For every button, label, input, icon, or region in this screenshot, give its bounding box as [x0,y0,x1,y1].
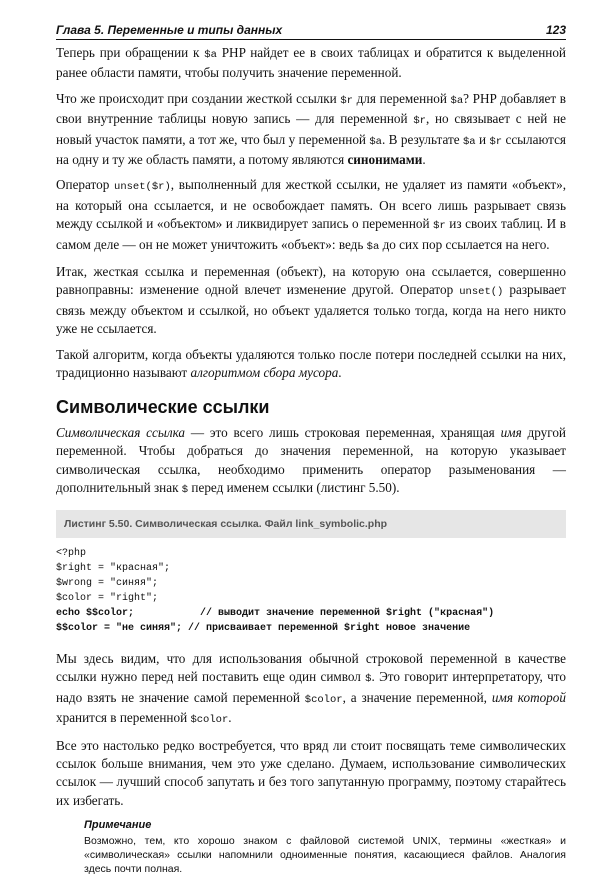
chapter-title: Глава 5. Переменные и типы данных [56,23,283,37]
code-line: $$color = "не синяя"; // присваивает переменной $right новое значение [56,622,471,634]
code-line: echo $$color; // выводит значение переменной $right ("красная") [56,607,495,619]
section-heading: Символические ссылки [56,396,270,417]
paragraph-7: Мы здесь видим, что для использования обычной строковой переменной в качестве ссылки нужно перед ней поставить еще один символ $. Это говорит интерпретатору, что надо взять не значение самой переменной $color, а значение переменной, имя которой хранится в переменной $color. [56,650,566,727]
code-line: <?php [56,547,87,559]
page-body [56,44,566,876]
paragraph-5: Такой алгоритм, когда объекты удаляются только после потери последней ссылки на них, традиционно называют алгоритмом сбора мусора. [56,346,566,381]
paragraph-2: Что же происходит при создании жесткой ссылки $r для переменной $a? PHP добавляет в свои внутренние таблицы новую запись — для переменной $r, но связывает с ней не новый участок памяти, а тот же, что был у переменной $a. В результате $a и $r ссылаются на одну и ту же область памяти, а потому являются синонимами. [56,90,567,168]
paragraph-3: Оператор unset($r), выполненный для жесткой ссылки, не удаляет из памяти «объект», на который она ссылается, и не освобождает память. Он всего лишь разрывает связь между ссылкой и «объектом» и ликвидирует запись о переменной $r из своих таблиц. И в самом деле — он не может уничтожить «объект»: ведь $a до сих пор ссылается на него. [56,177,566,253]
paragraph-8: Все это настолько редко востребуется, что вряд ли стоит посвящать теме символических ссылок больше внимания, чем это уже сделано. Думаем, использование символических ссылок — лучший способ запутать и без того запутанную программу, поэтому старайтесь их избегать. [56,737,566,808]
note-title: Примечание [84,819,152,832]
page-number: 123 [545,23,566,37]
note-box [84,818,566,876]
paragraph-4: Итак, жесткая ссылка и переменная (объект), на которую она ссылается, совершенно равноправны: изменение одной влечет изменение другой. Оператор unset() разрывает связь между объектом и ссылкой, но объект удаляется только тогда, когда на него никто уже не ссылается. [56,264,566,337]
code-line: $color = "right"; [56,592,159,604]
term-garbage-collection: алгоритмом сбора мусора [190,365,339,381]
note-text: Возможно, тем, кто хорошо знаком с файловой системой UNIX, термины «жесткая» и «символическая» ссылки напомнили одноименные понятия, касающиеся файлов. Аналогия здесь почти полная. [84,835,566,876]
code-line: $wrong = "синяя"; [56,577,159,589]
term-synonyms: синонимами [347,152,423,168]
paragraph-6: Символическая ссылка — это всего лишь строковая переменная, хранящая имя другой переменной. Чтобы добраться до значения переменной, на которую указывает символическая ссылка, необходимо применить оператор разыменования — дополнительный знак $ перед именем ссылки (листинг 5.50). [56,424,566,497]
code-listing [56,546,566,636]
paragraph-1: Теперь при обращении к $a PHP найдет ее в своих таблицах и обратится к выделенной ранее области памяти, чтобы получить значение переменной. [56,45,566,81]
term-symbolic-link: Символическая ссылка [56,424,186,440]
running-head [56,18,566,40]
listing-caption: Листинг 5.50. Символическая ссылка. Файл link_symbolic.php [56,510,566,538]
code-line: $right = "красная"; [56,562,171,574]
